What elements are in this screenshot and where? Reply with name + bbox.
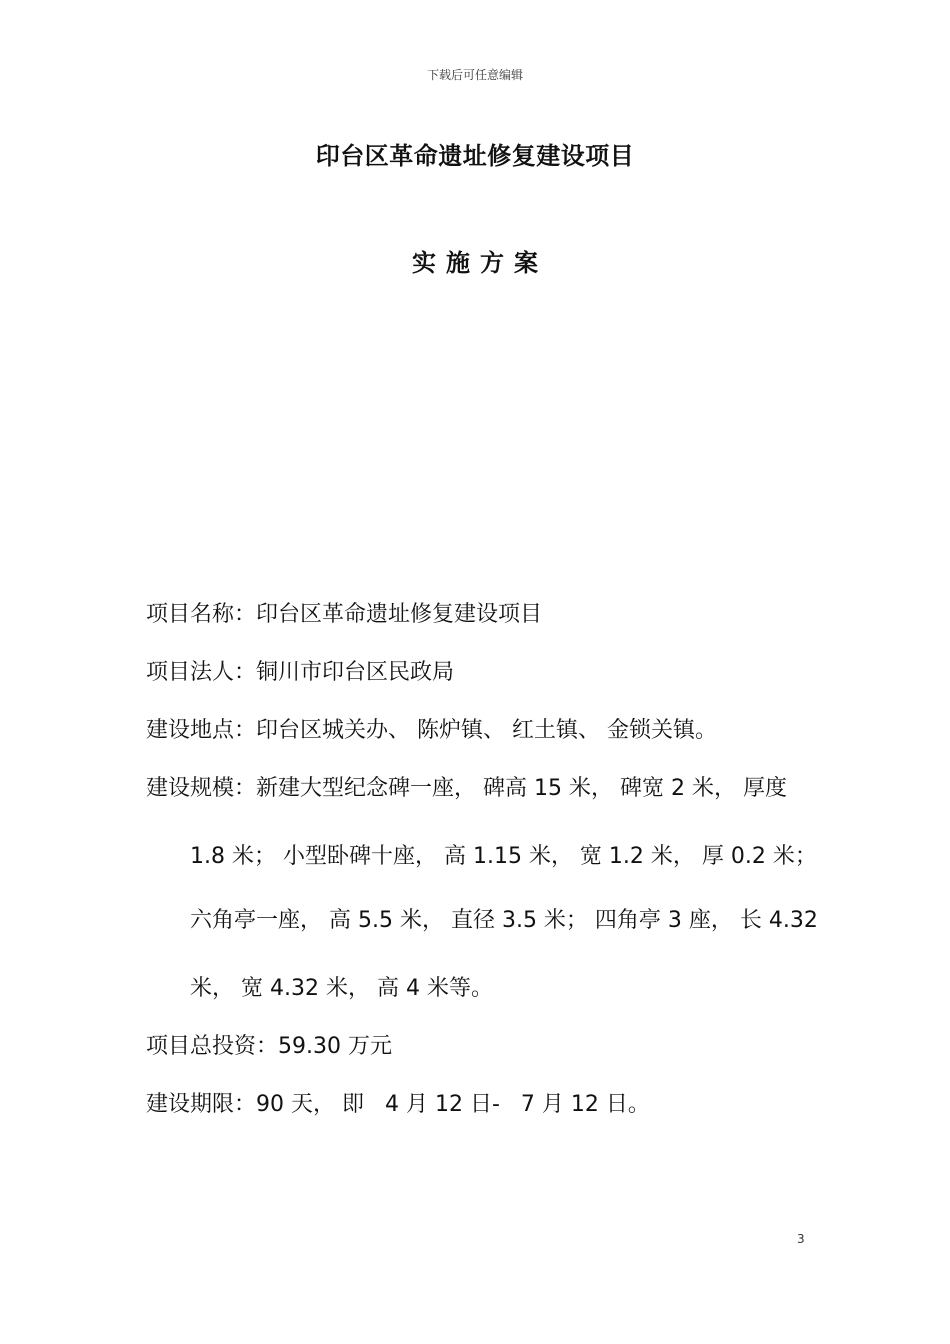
investment-value: 59.30 万元 (278, 1034, 392, 1059)
scale-value-line-2: 1.8 米； 小型卧碑十座， 高 1.15 米， 宽 1.2 米， 厚 0.2 米； (190, 844, 817, 869)
location-value: 印台区城关办、 陈炉镇、 红土镇、 金锁关镇。 (256, 718, 717, 743)
investment-row (146, 1032, 392, 1062)
location-row (146, 716, 717, 746)
scale-value-line-4: 米， 宽 4.32 米， 高 4 米等。 (190, 976, 493, 1001)
scale-row (146, 774, 787, 804)
page-number: 3 (797, 1232, 805, 1246)
investment-label: 项目总投资： (146, 1034, 279, 1059)
location-label: 建设地点： (146, 718, 257, 743)
project-name-row (146, 600, 542, 630)
document-subtitle: 实施方案 (412, 249, 548, 277)
legal-person-value: 铜川市印台区民政局 (256, 660, 455, 685)
period-value: 90 天， 即 4 月 12 日- 7 月 12 日。 (256, 1092, 650, 1117)
scale-value-line-3: 六角亭一座， 高 5.5 米， 直径 3.5 米； 四角亭 3 座， 长 4.32 (190, 908, 818, 933)
period-label: 建设期限： (146, 1092, 257, 1117)
scale-value-line-1: 新建大型纪念碑一座， 碑高 15 米， 碑宽 2 米， 厚度 (256, 776, 787, 801)
scale-label: 建设规模： (146, 776, 257, 801)
project-name-label: 项目名称： (146, 602, 257, 627)
legal-person-row (146, 658, 454, 688)
period-row (146, 1090, 650, 1120)
document-title: 印台区革命遗址修复建设项目 (315, 142, 635, 170)
legal-person-label: 项目法人： (146, 660, 257, 685)
page-header-note: 下载后可任意编辑 (426, 68, 523, 82)
project-name-value: 印台区革命遗址修复建设项目 (256, 602, 543, 627)
